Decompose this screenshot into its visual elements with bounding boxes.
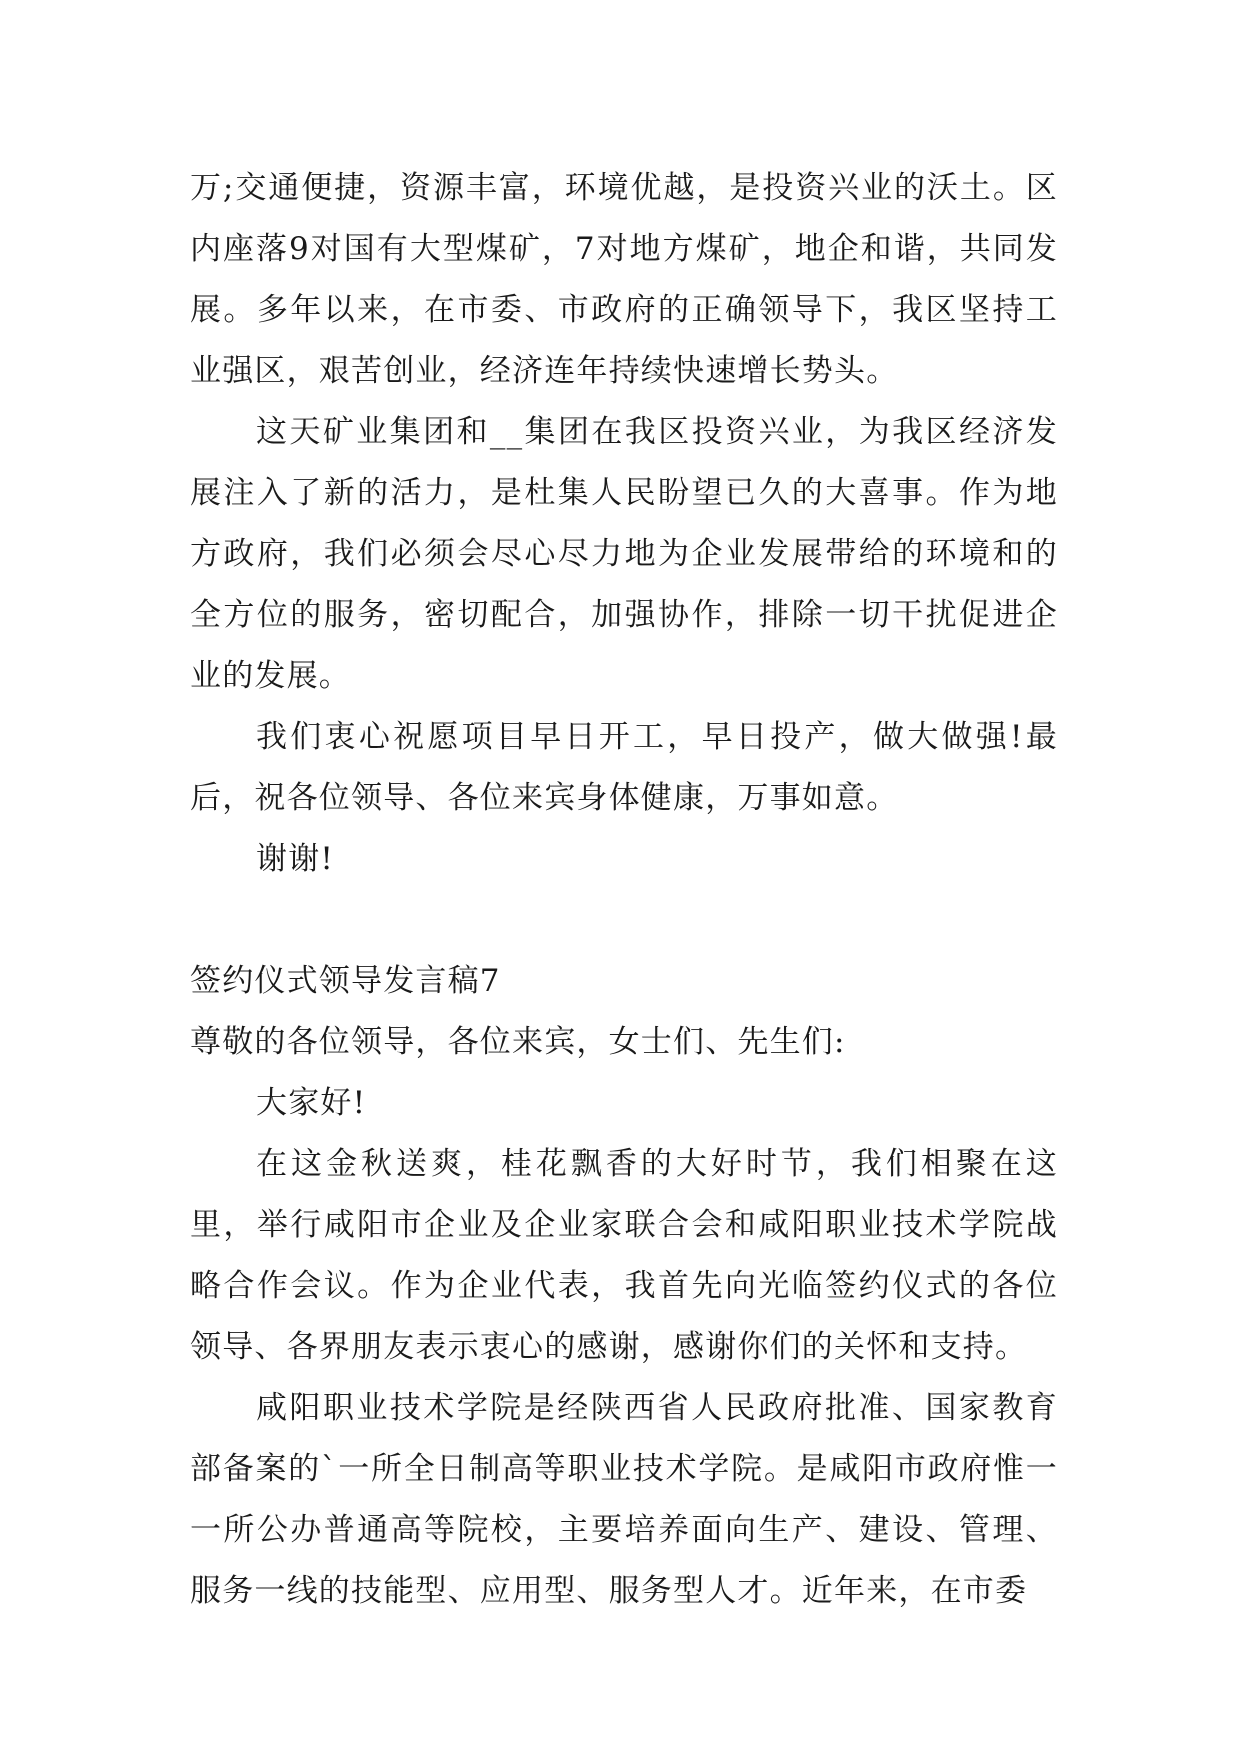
- body-paragraph-1: 在这金秋送爽，桂花飘香的大好时节，我们相聚在这里，举行咸阳市企业及企业家联合会和咸阳职业技术学院战略合作会议。作为企业代表，我首先向光临签约仪式的各位领导、各界朋友表示衷心的感谢，感谢你们的关怀和支持。: [190, 1146, 1058, 1365]
- section-title: 签约仪式领导发言稿7: [190, 963, 501, 999]
- document-text: [190, 158, 1058, 1622]
- salutation: 尊敬的各位领导，各位来宾，女士们、先生们:: [190, 1024, 846, 1060]
- paragraph-3: 我们衷心祝愿项目早日开工，早日投产，做大做强!最后，祝各位领导、各位来宾身体健康，万事如意。: [190, 719, 1058, 816]
- body-paragraph-2: 咸阳职业技术学院是经陕西省人民政府批准、国家教育部备案的`一所全日制高等职业技术学院。是咸阳市政府惟一一所公办普通高等院校，主要培养面向生产、建设、管理、服务一线的技能型、应用型、服务型人才。近年来，在市委: [190, 1390, 1058, 1609]
- paragraph-2: 这天矿业集团和__集团在我区投资兴业，为我区经济发展注入了新的活力，是杜集人民盼望已久的大喜事。作为地方政府，我们必须会尽心尽力地为企业发展带给的环境和的全方位的服务，密切配合，加强协作，排除一切干扰促进企业的发展。: [190, 414, 1058, 694]
- paragraph-1: 万;交通便捷，资源丰富，环境优越，是投资兴业的沃土。区内座落9对国有大型煤矿，7对地方煤矿，地企和谐，共同发展。多年以来，在市委、市政府的正确领导下，我区坚持工业强区，艰苦创业，经济连年持续快速增长势头。: [190, 170, 1058, 389]
- paragraph-4: 谢谢!: [256, 841, 335, 877]
- greeting: 大家好!: [256, 1085, 367, 1121]
